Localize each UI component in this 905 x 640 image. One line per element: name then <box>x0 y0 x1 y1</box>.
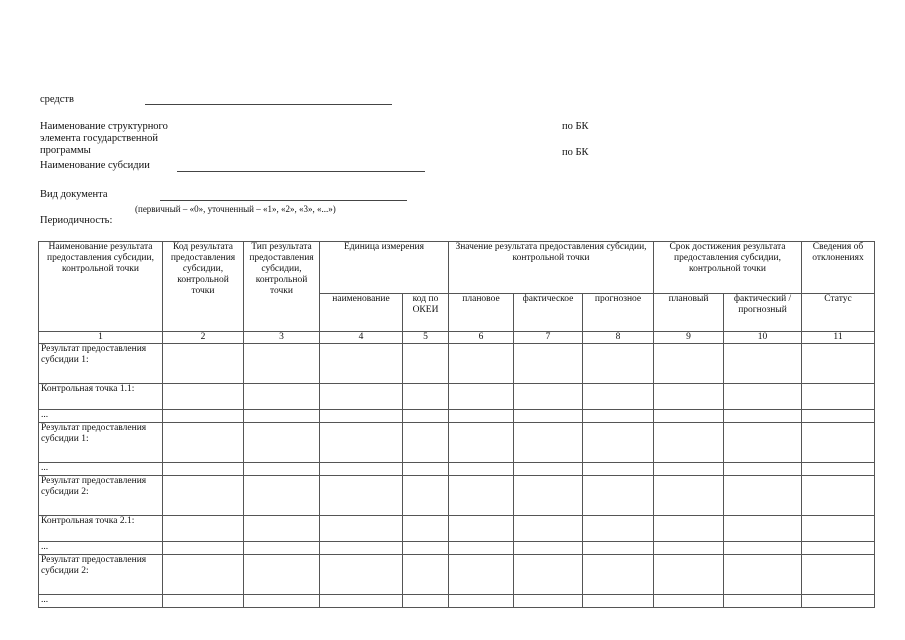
cell[interactable] <box>449 410 514 423</box>
cell[interactable] <box>583 542 654 555</box>
cell[interactable] <box>449 542 514 555</box>
cell[interactable] <box>403 423 449 463</box>
column-number: 10 <box>724 332 802 344</box>
column-number: 9 <box>654 332 724 344</box>
cell[interactable] <box>163 423 244 463</box>
cell[interactable] <box>724 410 802 423</box>
cell[interactable] <box>320 463 403 476</box>
cell[interactable] <box>514 344 583 384</box>
table-row <box>39 476 875 516</box>
row-label[interactable]: Результат предоставления субсидии 2: <box>39 476 163 516</box>
header-term-plan: плановый <box>654 294 724 332</box>
cell[interactable] <box>449 595 514 608</box>
header-unit-group: Единица измерения <box>320 242 449 294</box>
cell[interactable] <box>654 423 724 463</box>
cell[interactable] <box>654 410 724 423</box>
cell[interactable] <box>724 555 802 595</box>
cell[interactable] <box>244 384 320 410</box>
cell[interactable] <box>163 384 244 410</box>
header-deviation-status: Статус <box>802 294 875 332</box>
header-unit-name: наименование <box>320 294 403 332</box>
cell[interactable] <box>163 542 244 555</box>
cell[interactable] <box>244 410 320 423</box>
sredstv-line <box>145 104 392 105</box>
cell[interactable] <box>163 410 244 423</box>
cell[interactable] <box>583 555 654 595</box>
cell[interactable] <box>320 516 403 542</box>
cell[interactable] <box>654 344 724 384</box>
cell[interactable] <box>514 463 583 476</box>
cell[interactable] <box>403 384 449 410</box>
table-row <box>39 463 875 476</box>
header-unit-okei: код по ОКЕИ <box>403 294 449 332</box>
sredstv-label: средств <box>40 94 74 105</box>
cell[interactable] <box>724 384 802 410</box>
column-number: 8 <box>583 332 654 344</box>
cell[interactable] <box>802 423 875 463</box>
cell[interactable] <box>244 595 320 608</box>
doc-type-hint: (первичный – «0», уточненный – «1», «2», «3», «...») <box>135 204 336 214</box>
header-term-fact: фактический / прогнозный <box>724 294 802 332</box>
cell[interactable] <box>583 410 654 423</box>
po-bk-label-2: по БК <box>562 147 589 158</box>
header-value-plan: плановое <box>449 294 514 332</box>
header-col2: Код результата предоставления субсидии, контрольной точки <box>163 242 244 332</box>
cell[interactable] <box>654 595 724 608</box>
cell[interactable] <box>403 516 449 542</box>
cell[interactable] <box>654 384 724 410</box>
cell[interactable] <box>802 463 875 476</box>
cell[interactable] <box>583 384 654 410</box>
cell[interactable] <box>449 423 514 463</box>
cell[interactable] <box>403 595 449 608</box>
cell[interactable] <box>514 555 583 595</box>
table-row <box>39 423 875 463</box>
cell[interactable] <box>320 344 403 384</box>
cell[interactable] <box>802 555 875 595</box>
row-label[interactable]: Результат предоставления субсидии 1: <box>39 423 163 463</box>
row-label[interactable]: ... <box>39 595 163 608</box>
cell[interactable] <box>449 555 514 595</box>
cell[interactable] <box>583 344 654 384</box>
cell[interactable] <box>163 516 244 542</box>
cell[interactable] <box>403 542 449 555</box>
cell[interactable] <box>724 344 802 384</box>
cell[interactable] <box>802 410 875 423</box>
cell[interactable] <box>449 476 514 516</box>
table-row <box>39 384 875 410</box>
row-label[interactable]: ... <box>39 410 163 423</box>
cell[interactable] <box>514 595 583 608</box>
cell[interactable] <box>514 542 583 555</box>
row-label[interactable]: Результат предоставления субсидии 1: <box>39 344 163 384</box>
header-value-forecast: прогнозное <box>583 294 654 332</box>
cell[interactable] <box>449 344 514 384</box>
cell[interactable] <box>654 516 724 542</box>
table-row <box>39 595 875 608</box>
table-row <box>39 542 875 555</box>
cell[interactable] <box>802 476 875 516</box>
cell[interactable] <box>802 516 875 542</box>
cell[interactable] <box>654 463 724 476</box>
cell[interactable] <box>403 555 449 595</box>
cell[interactable] <box>244 476 320 516</box>
column-number-row <box>39 332 875 344</box>
header-value-fact: фактическое <box>514 294 583 332</box>
struct-element-label: Наименование структурного элемента государственной программы <box>40 121 168 156</box>
column-number: 7 <box>514 332 583 344</box>
cell[interactable] <box>449 463 514 476</box>
cell[interactable] <box>802 344 875 384</box>
cell[interactable] <box>163 463 244 476</box>
cell[interactable] <box>403 344 449 384</box>
cell[interactable] <box>320 476 403 516</box>
cell[interactable] <box>244 423 320 463</box>
header-deviation-group: Сведения об отклонениях <box>802 242 875 294</box>
column-number: 3 <box>244 332 320 344</box>
cell[interactable] <box>724 595 802 608</box>
table-row <box>39 410 875 423</box>
header-col3: Тип результата предоставления субсидии, контрольной точки <box>244 242 320 332</box>
cell[interactable] <box>403 410 449 423</box>
doc-type-label: Вид документа <box>40 189 108 200</box>
column-number: 5 <box>403 332 449 344</box>
cell[interactable] <box>244 555 320 595</box>
results-table <box>38 241 875 608</box>
cell[interactable] <box>724 463 802 476</box>
cell[interactable] <box>724 423 802 463</box>
table-row <box>39 516 875 542</box>
cell[interactable] <box>320 384 403 410</box>
cell[interactable] <box>514 410 583 423</box>
header-term-group: Срок достижения результата предоставления субсидии, контрольной точки <box>654 242 802 294</box>
cell[interactable] <box>654 555 724 595</box>
cell[interactable] <box>163 344 244 384</box>
subsidy-name-line <box>177 171 425 172</box>
table-row <box>39 344 875 384</box>
cell[interactable] <box>403 463 449 476</box>
header-value-group: Значение результата предоставления субсидии, контрольной точки <box>449 242 654 294</box>
cell[interactable] <box>514 384 583 410</box>
column-number: 1 <box>39 332 163 344</box>
subsidy-name-label: Наименование субсидии <box>40 160 150 171</box>
doc-type-line <box>160 200 407 201</box>
cell[interactable] <box>244 516 320 542</box>
cell[interactable] <box>583 463 654 476</box>
row-label[interactable]: Результат предоставления субсидии 2: <box>39 555 163 595</box>
cell[interactable] <box>163 555 244 595</box>
cell[interactable] <box>320 423 403 463</box>
cell[interactable] <box>583 423 654 463</box>
periodicity-label: Периодичность: <box>40 215 113 226</box>
cell[interactable] <box>583 516 654 542</box>
column-number: 6 <box>449 332 514 344</box>
cell[interactable] <box>163 595 244 608</box>
column-number: 2 <box>163 332 244 344</box>
column-number: 4 <box>320 332 403 344</box>
cell[interactable] <box>403 476 449 516</box>
cell[interactable] <box>320 410 403 423</box>
cell[interactable] <box>320 555 403 595</box>
cell[interactable] <box>163 476 244 516</box>
cell[interactable] <box>449 384 514 410</box>
cell[interactable] <box>320 595 403 608</box>
cell[interactable] <box>514 476 583 516</box>
table-row <box>39 555 875 595</box>
cell[interactable] <box>583 595 654 608</box>
cell[interactable] <box>320 542 403 555</box>
cell[interactable] <box>244 344 320 384</box>
header-col1: Наименование результата предоставления субсидии, контрольной точки <box>39 242 163 332</box>
cell[interactable] <box>244 542 320 555</box>
cell[interactable] <box>449 516 514 542</box>
cell[interactable] <box>654 476 724 516</box>
row-label[interactable]: ... <box>39 542 163 555</box>
row-label[interactable]: ... <box>39 463 163 476</box>
cell[interactable] <box>514 423 583 463</box>
cell[interactable] <box>724 476 802 516</box>
cell[interactable] <box>802 595 875 608</box>
cell[interactable] <box>583 476 654 516</box>
row-label[interactable]: Контрольная точка 2.1: <box>39 516 163 542</box>
column-number: 11 <box>802 332 875 344</box>
row-label[interactable]: Контрольная точка 1.1: <box>39 384 163 410</box>
cell[interactable] <box>802 384 875 410</box>
cell[interactable] <box>802 542 875 555</box>
cell[interactable] <box>654 542 724 555</box>
po-bk-label-1: по БК <box>562 121 589 132</box>
cell[interactable] <box>244 463 320 476</box>
cell[interactable] <box>514 516 583 542</box>
cell[interactable] <box>724 516 802 542</box>
cell[interactable] <box>724 542 802 555</box>
